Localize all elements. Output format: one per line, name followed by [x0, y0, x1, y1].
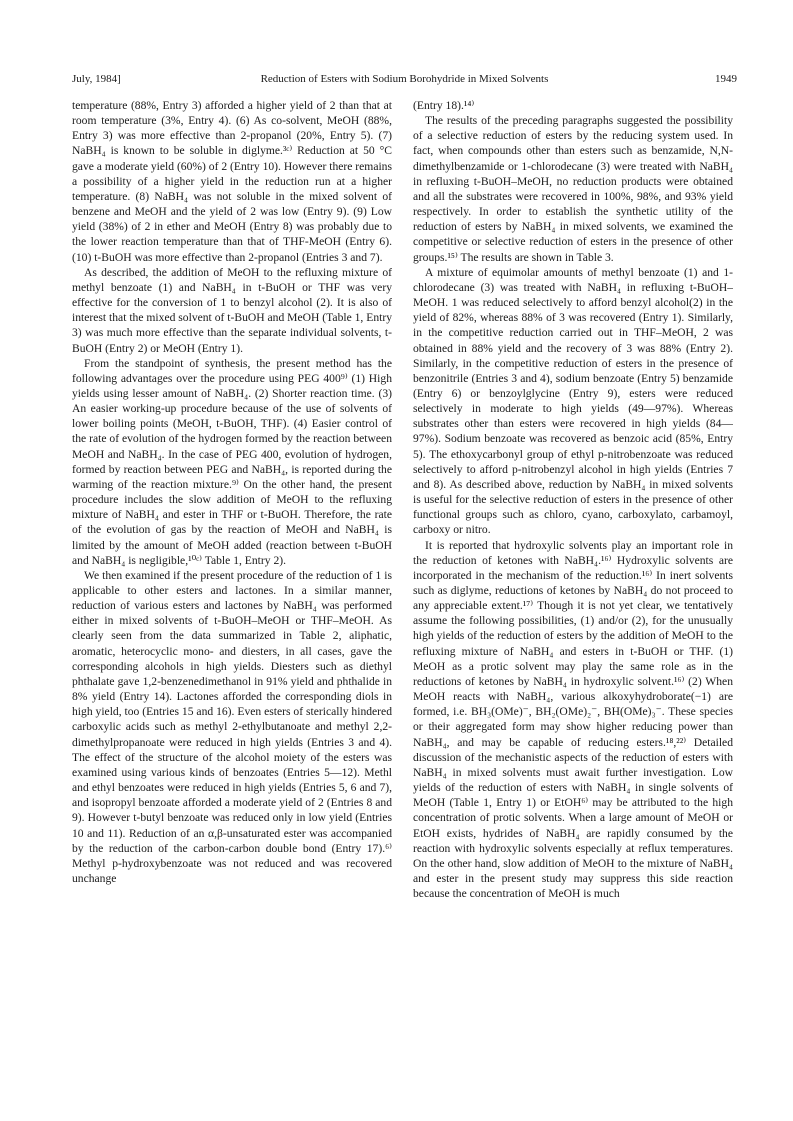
- paragraph: A mixture of equimolar amounts of methyl benzoate (1) and 1-chlorodecane (3) was treated with NaBH₄ in refluxing t-BuOH–MeOH. 1 was reduced selectively to afford benzyl alcohol(2) in the yield of 82%, whereas 88% of 3 was recovered (Entry 1). Similarly, in the competitive reduction carried out in THF–MeOH, 2 was obtained in 88% yield and the recovery of 3 was 88% (Entry 2). Similarly, in the competitive reduction of esters in the presence of benzonitrile (Entries 3 and 4), sodium benzoate (Entry 5) benzamide (Entry 6) or benzoylglycine (Entry 9), esters were reduced selectively in moderate to high yields (49—97%). Whereas substrates other than esters were recovered in high yields (84—97%). Sodium benzoate was recovered as benzoic acid (85%, Entry 5). The ethoxycarbonyl group of ethyl p-nitrobenzoate was reduced selectively to afford p-nitrobenzyl alcohol in high yields (Entries 7 and 8). As described above, reduction by NaBH₄ in mixed solvents is useful for the selective reduction of esters in the presence of other functional groups such as chloro, cyano, carboxylato, carbamoyl, carboxy or nitro.: [413, 265, 733, 537]
- paragraph: We then examined if the present procedure of the reduction of 1 is applicable to other esters and lactones. In a similar manner, reduction of various esters and lactones by NaBH₄ was performed either in mixed solvents of t-BuOH–MeOH or THF–MeOH. As clearly seen from the data summarized in Table 2, aliphatic, aromatic, heterocyclic mono- and diesters, in all cases, gave the corresponding alcohols in high yields. Diesters such as diethyl phthalate gave 1,2-benzenedimethanol in 91% yield and phthalide in 8% yield (Entry 14). Lactones afforded the corresponding diols in high yield, too (Entries 15 and 16). Even esters of sterically hindered carboxylic acids such as methyl 2-ethylbutanoate and methyl 2,2-dimethylpropanoate were reduced in high yields (Entries 3 and 4). The effect of the structure of the alcohol moiety of the esters was examined using various kinds of benzoates (Entries 5—12). Methl and ethyl benzoates were reduced in high yields (Entries 5, 6 and 7), and isopropyl benzoate afforded a moderate yield of 2 (Entries 8 and 9). However t-butyl benzoate was reduced only in low yield (Entries 10 and 11). Reduction of an α,β-unsaturated ester was accompanied by the reduction of the carbon-carbon double bond (Entry 17).⁶⁾ Methyl p-hydroxybenzoate was not reduced and was recovered unchange: [72, 568, 392, 885]
- running-header: [72, 70, 737, 88]
- header-date: July, 1984]: [72, 73, 121, 85]
- right-column: [413, 98, 733, 1098]
- left-column: [72, 98, 392, 1098]
- paragraph: From the standpoint of synthesis, the present method has the following advantages over the procedure using PEG 400⁹⁾ (1) High yields using lesser amount of NaBH₄. (2) Shorter reaction time. (3) An easier working-up procedure because of the use of solvents of lower boiling points (MeOH, t-BuOH, THF). (4) Easier control of the rate of evolution of the hydrogen formed by the reaction between MeOH and NaBH₄. In the case of PEG 400, evolution of hydrogen, formed by reaction between PEG and NaBH₄, is reported during the warming of the reaction mixture.⁹⁾ On the other hand, the present procedure includes the slow addition of MeOH to the refluxing mixture of NaBH₄ and ester in THF or t-BuOH. Therefore, the rate of the evolution of gas by the reaction of MeOH and NaBH₄ is limited by the amount of MeOH added (reaction between t-BuOH and NaBH₄ is negligible,¹⁰ᶜ⁾ Table 1, Entry 2).: [72, 356, 392, 567]
- paragraph: It is reported that hydroxylic solvents play an important role in the reduction of ketones with NaBH₄.¹⁶⁾ Hydroxylic solvents are incorporated in the mechanism of the reduction.¹⁶⁾ In inert solvents such as diglyme, reductions of ketones by NaBH₄ do not proceed to any appreciable extent.¹⁷⁾ Though it is not yet clear, we tentatively assume the following possibilities, (1) and/or (2), for the unusually high yields of the reduction of esters by the addition of MeOH to the refluxing mixture of NaBH₄ and esters in t-BuOH or THF. (1) MeOH as a protic solvent may play the same role as in the reductions of ketones by NaBH₄ in hydroxylic solvent.¹⁶⁾ (2) When MeOH reacts with NaBH₄, various alkoxyhydroborate(−1) are formed, i.e. BH₃(OMe)⁻, BH₂(OMe)₂⁻, BH(OMe)₃⁻. These species or their aggregated form may show higher reducing power than NaBH₄, and may be capable of reducing esters.¹⁸,²²⁾ Detailed discussion of the mechanistic aspects of the reduction of esters with NaBH₄ in mixed solvents must await further investigation. Low yields of the reduction of esters with NaBH₄ in single solvents of MeOH (Table 1, Entry 1) or EtOH⁶⁾ may be attributed to the high concentration of protic solvents. When a large amount of MeOH or EtOH exists, hydrides of NaBH₄ are rapidly consumed by the reaction with hydroxylic solvents especially at reflux temperatures. On the other hand, slow addition of MeOH to the mixture of NaBH₄ and ester in the present study may suppress this side reaction because the concentration of MeOH is much: [413, 538, 733, 901]
- paragraph: (Entry 18).¹⁴⁾: [413, 99, 475, 112]
- paragraph: temperature (88%, Entry 3) afforded a higher yield of 2 than that at room temperature (3%, Entry 4). (6) As co-solvent, MeOH (88%, Entry 3) was more effective than 2-propanol (20%, Entry 5). (7) NaBH₄ is known to be soluble in diglyme.³ᶜ⁾ Reduction at 50 °C gave a moderate yield (60%) of 2 (Entry 10). However there remains a possibility of a higher yield in the reduction run at a higher temperature. (8) NaBH₄ was not soluble in the mixed solvent of benzene and MeOH and the yield of 2 was low (Entry 9). (9) Low yield (38%) of 2 in ether and MeOH (Entry 8) was probably due to the lower reaction temperature than that of THF-MeOH (Entry 6). (10) t-BuOH was more effective than 2-propanol (Entries 3 and 7).: [72, 99, 392, 264]
- page-number: 1949: [715, 73, 737, 85]
- header-title: Reduction of Esters with Sodium Borohydride in Mixed Solvents: [260, 73, 549, 85]
- paragraph: The results of the preceding paragraphs suggested the possibility of a selective reduction of esters by the reducing system used. In fact, when compounds other than esters such as benzamide, N,N-dimethylbenzamide or 1-chlorodecane (3) were treated with NaBH₄ in refluxing t-BuOH–MeOH, no reduction products were obtained and all the substrates were recovered in 100%, 98%, and 93% yield respectively. In order to establish the synthetic utility of the reduction of esters by NaBH₄ in mixed solvents, we examined the competitive or selective reduction of esters in the presence of other groups.¹⁵⁾ The results are shown in Table 3.: [413, 114, 733, 264]
- paragraph: As described, the addition of MeOH to the refluxing mixture of methyl benzoate (1) and NaBH₄ in t-BuOH or THF was very effective for the conversion of 1 to benzyl alcohol (2). It is also of interest that the mixed solvent of t-BuOH and MeOH (Table 1, Entry 3) was much more effective than the separate individual solvents, t-BuOH (Entry 2) or MeOH (Entry 1).: [72, 265, 392, 355]
